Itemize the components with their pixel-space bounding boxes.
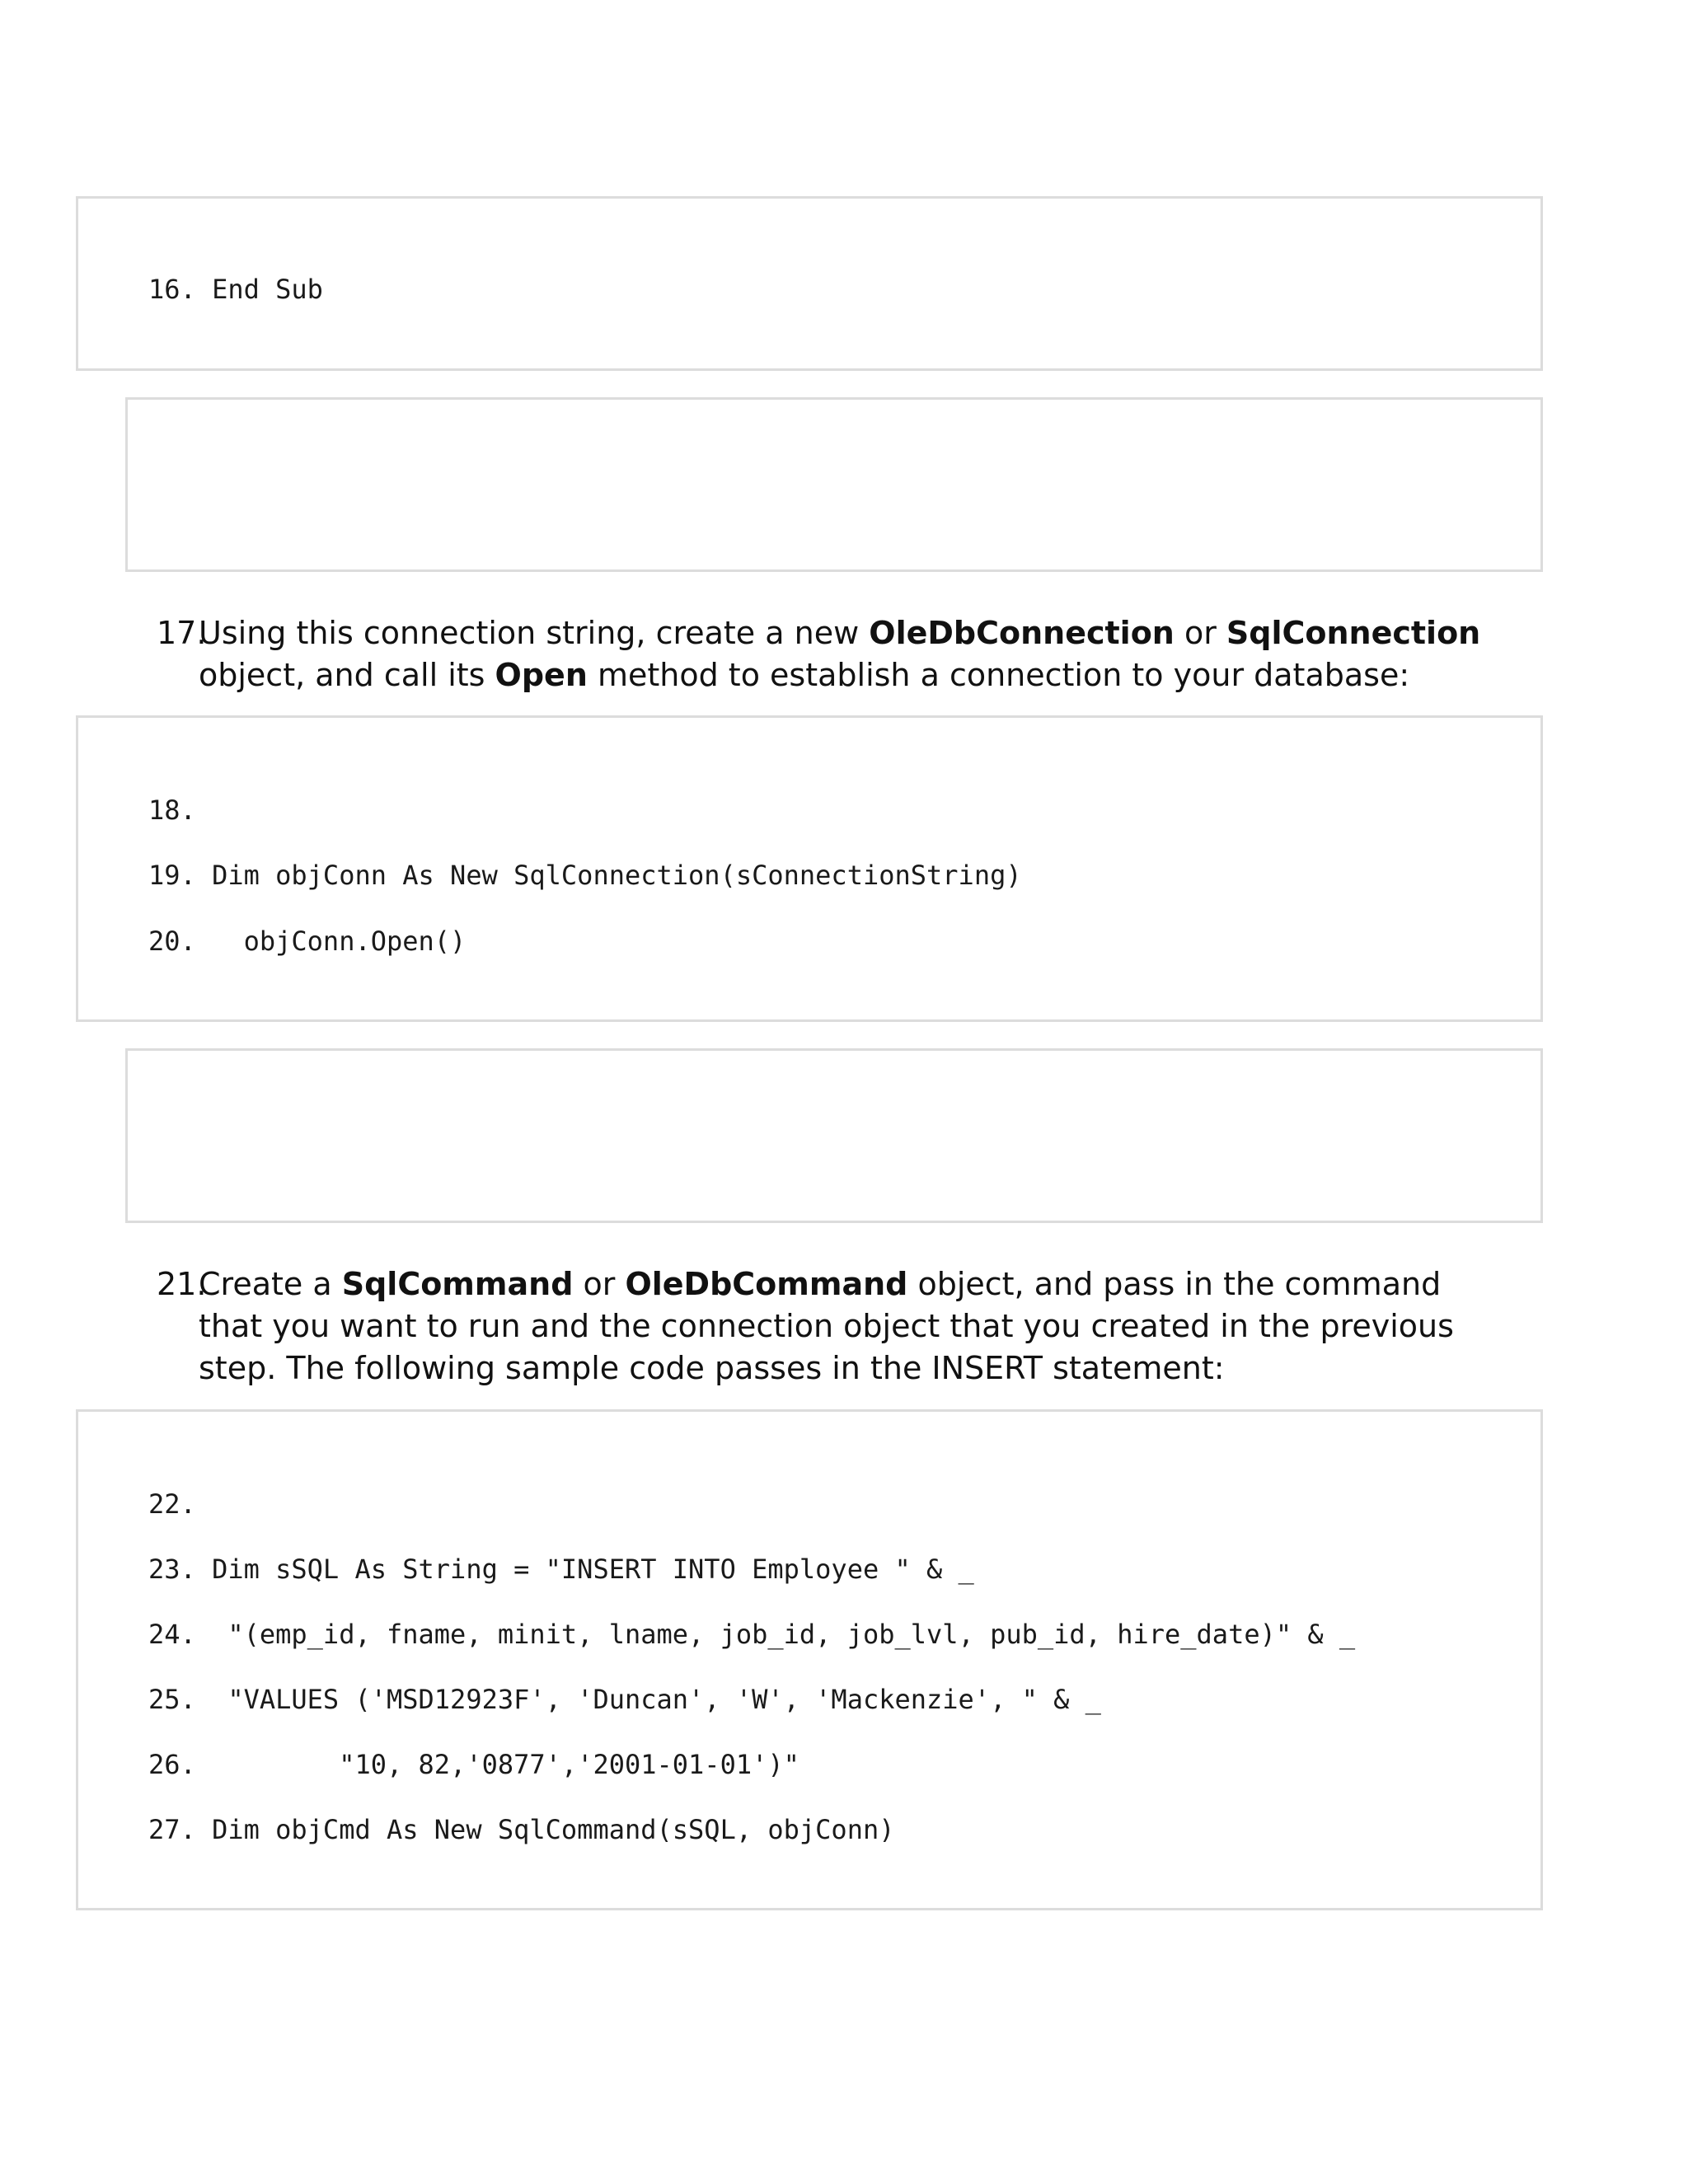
line-number: 23.	[148, 1554, 196, 1585]
step-text	[199, 1263, 1508, 1390]
text-span: or	[573, 1266, 626, 1302]
step-21-paragraph	[157, 1263, 1508, 1390]
text-span: Using this connection string, create a new	[199, 615, 870, 651]
text-span: or	[1174, 615, 1226, 651]
method-name-open: Open	[495, 657, 588, 693]
class-name-oledbconnection: OleDbConnection	[869, 615, 1175, 651]
step-number: 21.	[157, 1266, 207, 1302]
line-number: 20.	[148, 926, 196, 957]
text-span: object, and pass in the command that you want to run and the connection object that you created in the previous step. The following sample code passes in the INSERT statement:	[199, 1266, 1454, 1386]
code-line-23	[148, 1553, 974, 1586]
line-number: 27.	[148, 1814, 196, 1845]
line-number: 22.	[148, 1488, 196, 1520]
code-text: Dim objCmd As New SqlCommand(sSQL, objConn)	[212, 1814, 895, 1845]
code-text: "VALUES ('MSD12923F', 'Duncan', 'W', 'Mackenzie', " & _	[212, 1684, 1101, 1715]
code-line-20	[148, 925, 466, 958]
code-text: Dim objConn As New SqlConnection(sConnectionString)	[212, 860, 1022, 891]
code-line-25	[148, 1683, 1101, 1716]
text-span: object, and call its	[199, 657, 495, 693]
class-name-sqlconnection: SqlConnection	[1226, 615, 1481, 651]
code-text: "10, 82,'0877','2001-01-01')"	[212, 1749, 799, 1780]
code-line-18	[148, 794, 212, 827]
code-text: "(emp_id, fname, minit, lname, job_id, job_lvl, pub_id, hire_date)" & _	[212, 1619, 1356, 1650]
text-span: method to establish a connection to your database:	[587, 657, 1410, 693]
code-line-24	[148, 1618, 1355, 1651]
line-number: 25.	[148, 1684, 196, 1715]
class-name-oledbcommand: OleDbCommand	[625, 1266, 908, 1302]
text-span: Create a	[199, 1266, 342, 1302]
step-17-paragraph	[157, 612, 1508, 696]
line-number: 26.	[148, 1749, 196, 1780]
code-text: Dim sSQL As String = "INSERT INTO Employee " & _	[212, 1554, 974, 1585]
code-line-26	[148, 1748, 799, 1781]
step-text	[199, 612, 1508, 696]
code-line-27	[148, 1813, 894, 1846]
line-number: 18.	[148, 794, 196, 826]
code-line-22	[148, 1488, 212, 1521]
code-line-16	[148, 273, 323, 306]
empty-block-2	[125, 1048, 1543, 1223]
class-name-sqlcommand: SqlCommand	[341, 1266, 574, 1302]
code-text: End Sub	[212, 274, 323, 305]
empty-block-1	[125, 397, 1543, 572]
code-line-19	[148, 859, 1022, 892]
line-number: 24.	[148, 1619, 196, 1650]
line-number: 19.	[148, 860, 196, 891]
code-text: objConn.Open()	[212, 926, 467, 957]
step-number: 17.	[157, 615, 207, 651]
line-number: 16.	[148, 274, 196, 305]
